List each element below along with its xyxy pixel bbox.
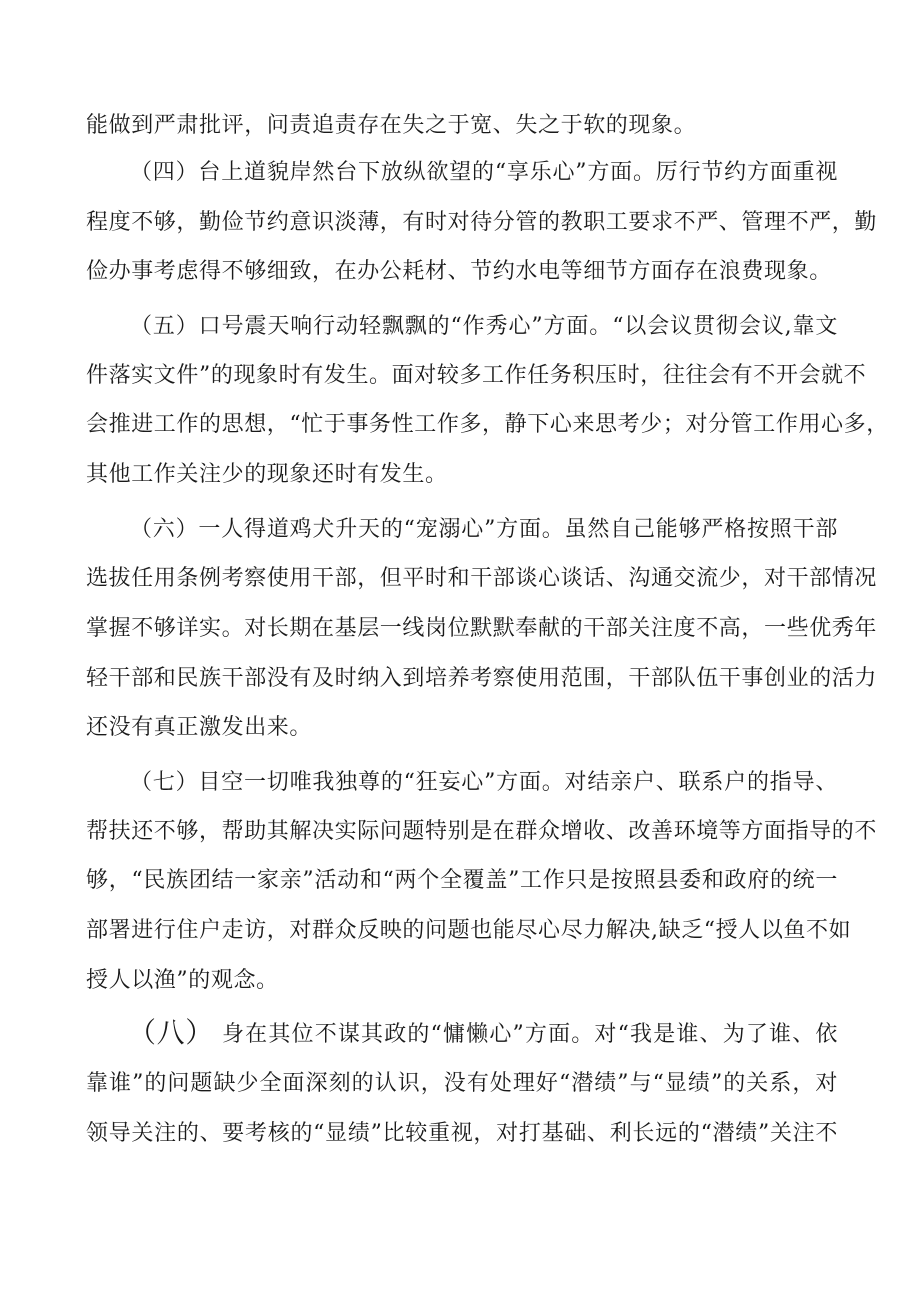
paragraph-heading-line: （六）一人得道鸡犬升天的“宠溺心”方面。虽然自己能够严格按照干部	[130, 517, 838, 542]
text-line: 能做到严肃批评，问责追责存在失之于宽、失之于软的现象。	[86, 113, 697, 138]
text-line: 会推进工作的思想，“忙于事务性工作多，静下心来思考少；对分管工作用心多，	[86, 412, 889, 437]
text-line: 轻干部和民族干部没有及时纳入到培养考察使用范围，干部队伍干事创业的活力	[86, 666, 878, 691]
text-line: 靠谁”的问题缺少全面深刻的认识，没有处理好“潜绩”与“显绩”的关系，对	[86, 1071, 838, 1096]
text-line: 程度不够，勤俭节约意识淡薄，有时对待分管的教职工要求不严、管理不严，勤	[86, 210, 878, 235]
text-line: 掌握不够详实。对长期在基层一线岗位默默奉献的干部关注度不高，一些优秀年	[86, 616, 878, 641]
text-line: 其他工作关注少的现象还时有发生。	[86, 462, 448, 487]
text-line: 领导关注的、要考核的“显绩”比较重视，对打基础、利长远的“潜绩”关注不	[86, 1121, 838, 1146]
text-line: 件落实文件”的现象时有发生。面对较多工作任务积压时，往往会有不开会就不	[86, 363, 867, 388]
paragraph-number: （八）	[128, 1016, 214, 1049]
text-line: 俭办事考虑得不够细致，在办公耗材、节约水电等细节方面存在浪费现象。	[86, 259, 832, 284]
text-line: 授人以渔”的观念。	[86, 968, 279, 993]
text-line: 还没有真正激发出来。	[86, 715, 313, 740]
text-line: 选拔任用条例考察使用干部，但平时和干部谈心谈话、沟通交流少，对干部情况	[86, 566, 878, 591]
paragraph-heading-line: （七）目空一切唯我独尊的“狂妄心”方面。对结亲户、联系户的指导、	[130, 770, 838, 795]
text-line: 帮扶还不够，帮助其解决实际问题特别是在群众增收、改善环境等方面指导的不	[86, 819, 878, 844]
paragraph-heading-line: 身在其位不谋其政的“慵懒心”方面。对“我是谁、为了谁、依	[222, 1022, 838, 1047]
text-line: 够，“民族团结一家亲”活动和“两个全覆盖”工作只是按照县委和政府的统一	[86, 868, 838, 893]
paragraph-heading-line: （四）台上道貌岸然台下放纵欲望的“享乐心”方面。厉行节约方面重视	[130, 160, 838, 185]
paragraph-heading-line: （五）口号震天响行动轻飘飘的“作秀心”方面。“以会议贯彻会议,靠文	[130, 314, 838, 339]
text-line: 部署进行住户走访，对群众反映的问题也能尽心尽力解决,缺乏“授人以鱼不如	[86, 918, 852, 943]
